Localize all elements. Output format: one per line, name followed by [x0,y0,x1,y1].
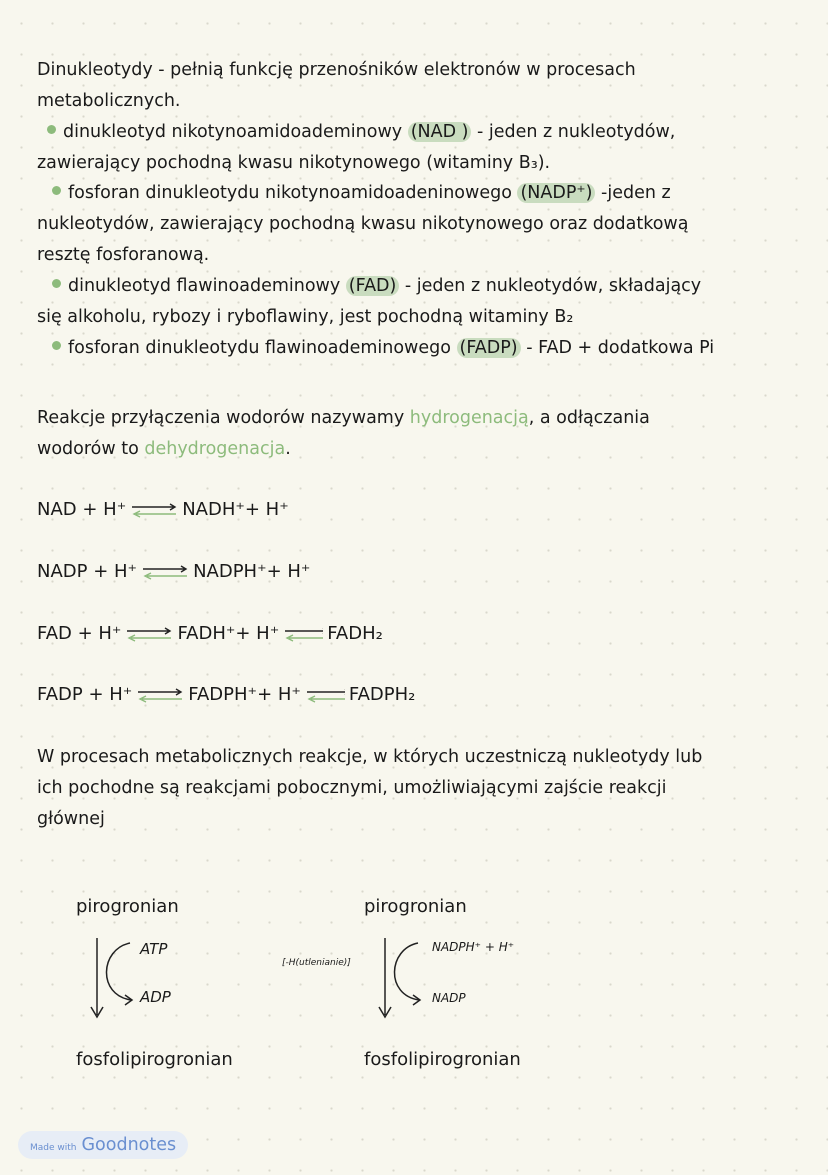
equation [37,683,415,707]
text: zawierający pochodną kwasu nikotynowego (witaminy B₃). [37,153,551,173]
equation-mid: FADH⁺+ H⁺ [177,623,280,644]
diagram-input: ATP [140,940,168,958]
text: ich pochodne są reakcjami pobocznymi, umożliwiającymi zajście reakcji [37,778,667,798]
bullet-icon [52,186,61,195]
text: fosforan dinukleotydu flawinoademinowego [68,338,457,358]
bullet-icon [52,279,61,288]
highlight: (NADP⁺) [517,183,595,203]
equation-mid: NADPH⁺+ H⁺ [193,561,311,582]
equation-left: NADP + H⁺ [37,561,138,582]
bullet-icon [52,341,61,350]
highlight: (NAD ) [408,122,472,142]
highlight: (FAD) [346,276,400,296]
equilibrium-arrow-icon [305,687,345,703]
equation [37,622,383,646]
equation-left: NAD + H⁺ [37,499,127,520]
diagram-input: NADPH⁺ + H⁺ [432,940,515,954]
equation-mid: FADPH⁺+ H⁺ [188,684,301,705]
goodnotes-badge[interactable] [18,1131,188,1159]
text: - FAD + dodatkowa Pi [520,338,715,358]
reaction-arrow-icon [373,935,433,1025]
equation-mid: NADH⁺+ H⁺ [182,499,289,520]
badge-prefix: Made with [30,1143,77,1153]
diagram-bottom-label: fosfolipirogronian [364,1049,521,1070]
text: . [285,439,291,459]
equilibrium-arrow-icon [141,564,189,580]
intro-line: Dinukleotydy - pełnią funkcję przenośników elektronów w procesach [37,60,636,80]
equation-left: FAD + H⁺ [37,623,122,644]
diagram-output: ADP [140,988,171,1006]
text: nukleotydów, zawierający pochodną kwasu nikotynowego oraz dodatkową [37,214,689,234]
text: Reakcje przyłączenia wodorów nazywamy [37,408,410,428]
highlight: (FADP) [457,338,521,358]
bullet-nad [47,120,675,144]
text: dinukleotyd flawinoademinowy [68,276,346,296]
diagram-top-label: pirogronian [364,896,467,917]
text: - jeden z nukleotydów, składający [399,276,702,296]
diagram-bottom-label: fosfolipirogronian [76,1049,233,1070]
diagram-output: NADP [432,991,466,1005]
equation-end: FADPH₂ [348,684,416,705]
term-hydrogenation: hydrogenacją [409,408,529,428]
reactions-text [37,406,650,430]
text: -jeden z [595,183,671,203]
equation [37,498,289,522]
bullet-fad [52,274,701,298]
equilibrium-arrow-icon [136,687,184,703]
bullet-icon [47,125,56,134]
text: resztę fosforanową. [37,245,210,265]
equation [37,560,310,584]
text: głównej [37,809,105,829]
equilibrium-arrow-icon [125,626,173,642]
bullet-fadp [52,336,714,360]
intro-line: metabolicznych. [37,91,181,111]
equilibrium-arrow-icon [130,502,178,518]
text: , a odłączania [528,408,650,428]
diagram-note: [-H(utlenianie)] [282,958,351,968]
badge-brand: Goodnotes [81,1135,177,1155]
bullet-nadp [52,181,671,205]
reactions-text [37,437,291,461]
equilibrium-arrow-icon [283,626,323,642]
reaction-arrow-icon [85,935,145,1025]
text: się alkoholu, rybozy i ryboflawiny, jest pochodną witaminy B₂ [37,307,574,327]
text: wodorów to [37,439,145,459]
text: dinukleotyd nikotynoamidoademinowy [63,122,408,142]
text: W procesach metabolicznych reakcje, w których uczestniczą nukleotydy lub [37,747,703,767]
equation-end: FADH₂ [327,623,383,644]
text: - jeden z nukleotydów, [471,122,676,142]
diagram-top-label: pirogronian [76,896,179,917]
term-dehydrogenation: dehydrogenacja [144,439,286,459]
text: fosforan dinukleotydu nikotynoamidoadeninowego [68,183,518,203]
equation-left: FADP + H⁺ [37,684,133,705]
